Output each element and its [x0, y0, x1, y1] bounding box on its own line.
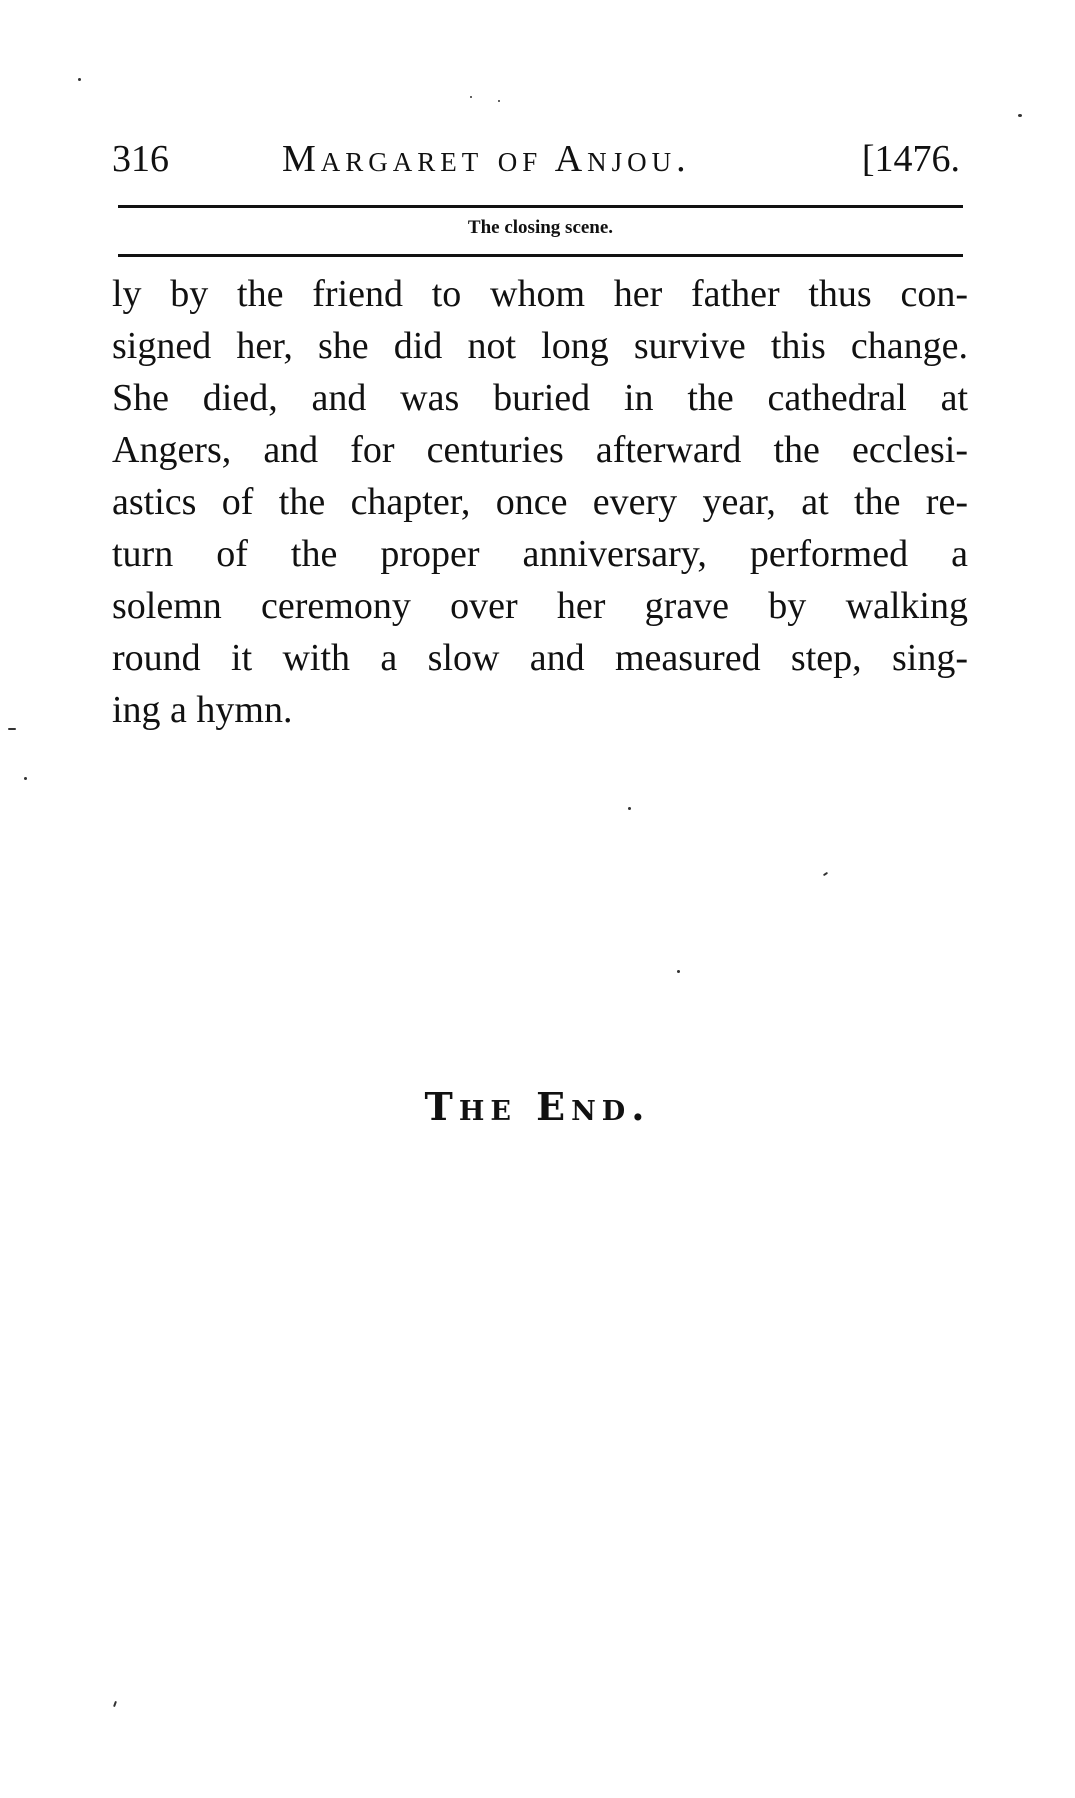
- header-rule-top: [118, 205, 963, 208]
- header-rule-bottom: [118, 254, 963, 257]
- scan-speck: [823, 872, 828, 877]
- scan-speck: [1018, 114, 1022, 117]
- scan-speck: [628, 807, 631, 810]
- scan-speck: [113, 1701, 117, 1707]
- section-caption: The closing scene.: [467, 217, 614, 238]
- text-line: astics of the chapter, once every year, at the re-: [112, 481, 968, 523]
- the-end-heading: The End.: [424, 1084, 651, 1129]
- page-number: 316: [112, 138, 169, 180]
- book-title: Margaret of Anjou.: [282, 138, 691, 180]
- text-line: Angers, and for centuries afterward the ecclesi-: [112, 429, 968, 471]
- text-line: round it with a slow and measured step, sing-: [112, 637, 968, 679]
- scan-speck: [24, 777, 27, 780]
- text-line: She died, and was buried in the cathedral at: [112, 377, 968, 419]
- text-line: signed her, she did not long survive this change.: [112, 325, 968, 367]
- scan-speck: [470, 96, 472, 98]
- year-marker: [1476.: [861, 138, 960, 180]
- text-line: ly by the friend to whom her father thus con-: [112, 273, 968, 315]
- running-head: [112, 134, 960, 184]
- text-line: turn of the proper anniversary, performed a: [112, 533, 968, 575]
- text-line: solemn ceremony over her grave by walking: [112, 585, 968, 627]
- body-paragraph: [112, 268, 968, 736]
- scan-speck: [677, 970, 680, 973]
- scan-speck: [78, 78, 81, 81]
- text-line-last: ing a hymn.: [112, 689, 293, 731]
- scan-speck: [498, 100, 500, 102]
- scan-speck: [8, 728, 16, 730]
